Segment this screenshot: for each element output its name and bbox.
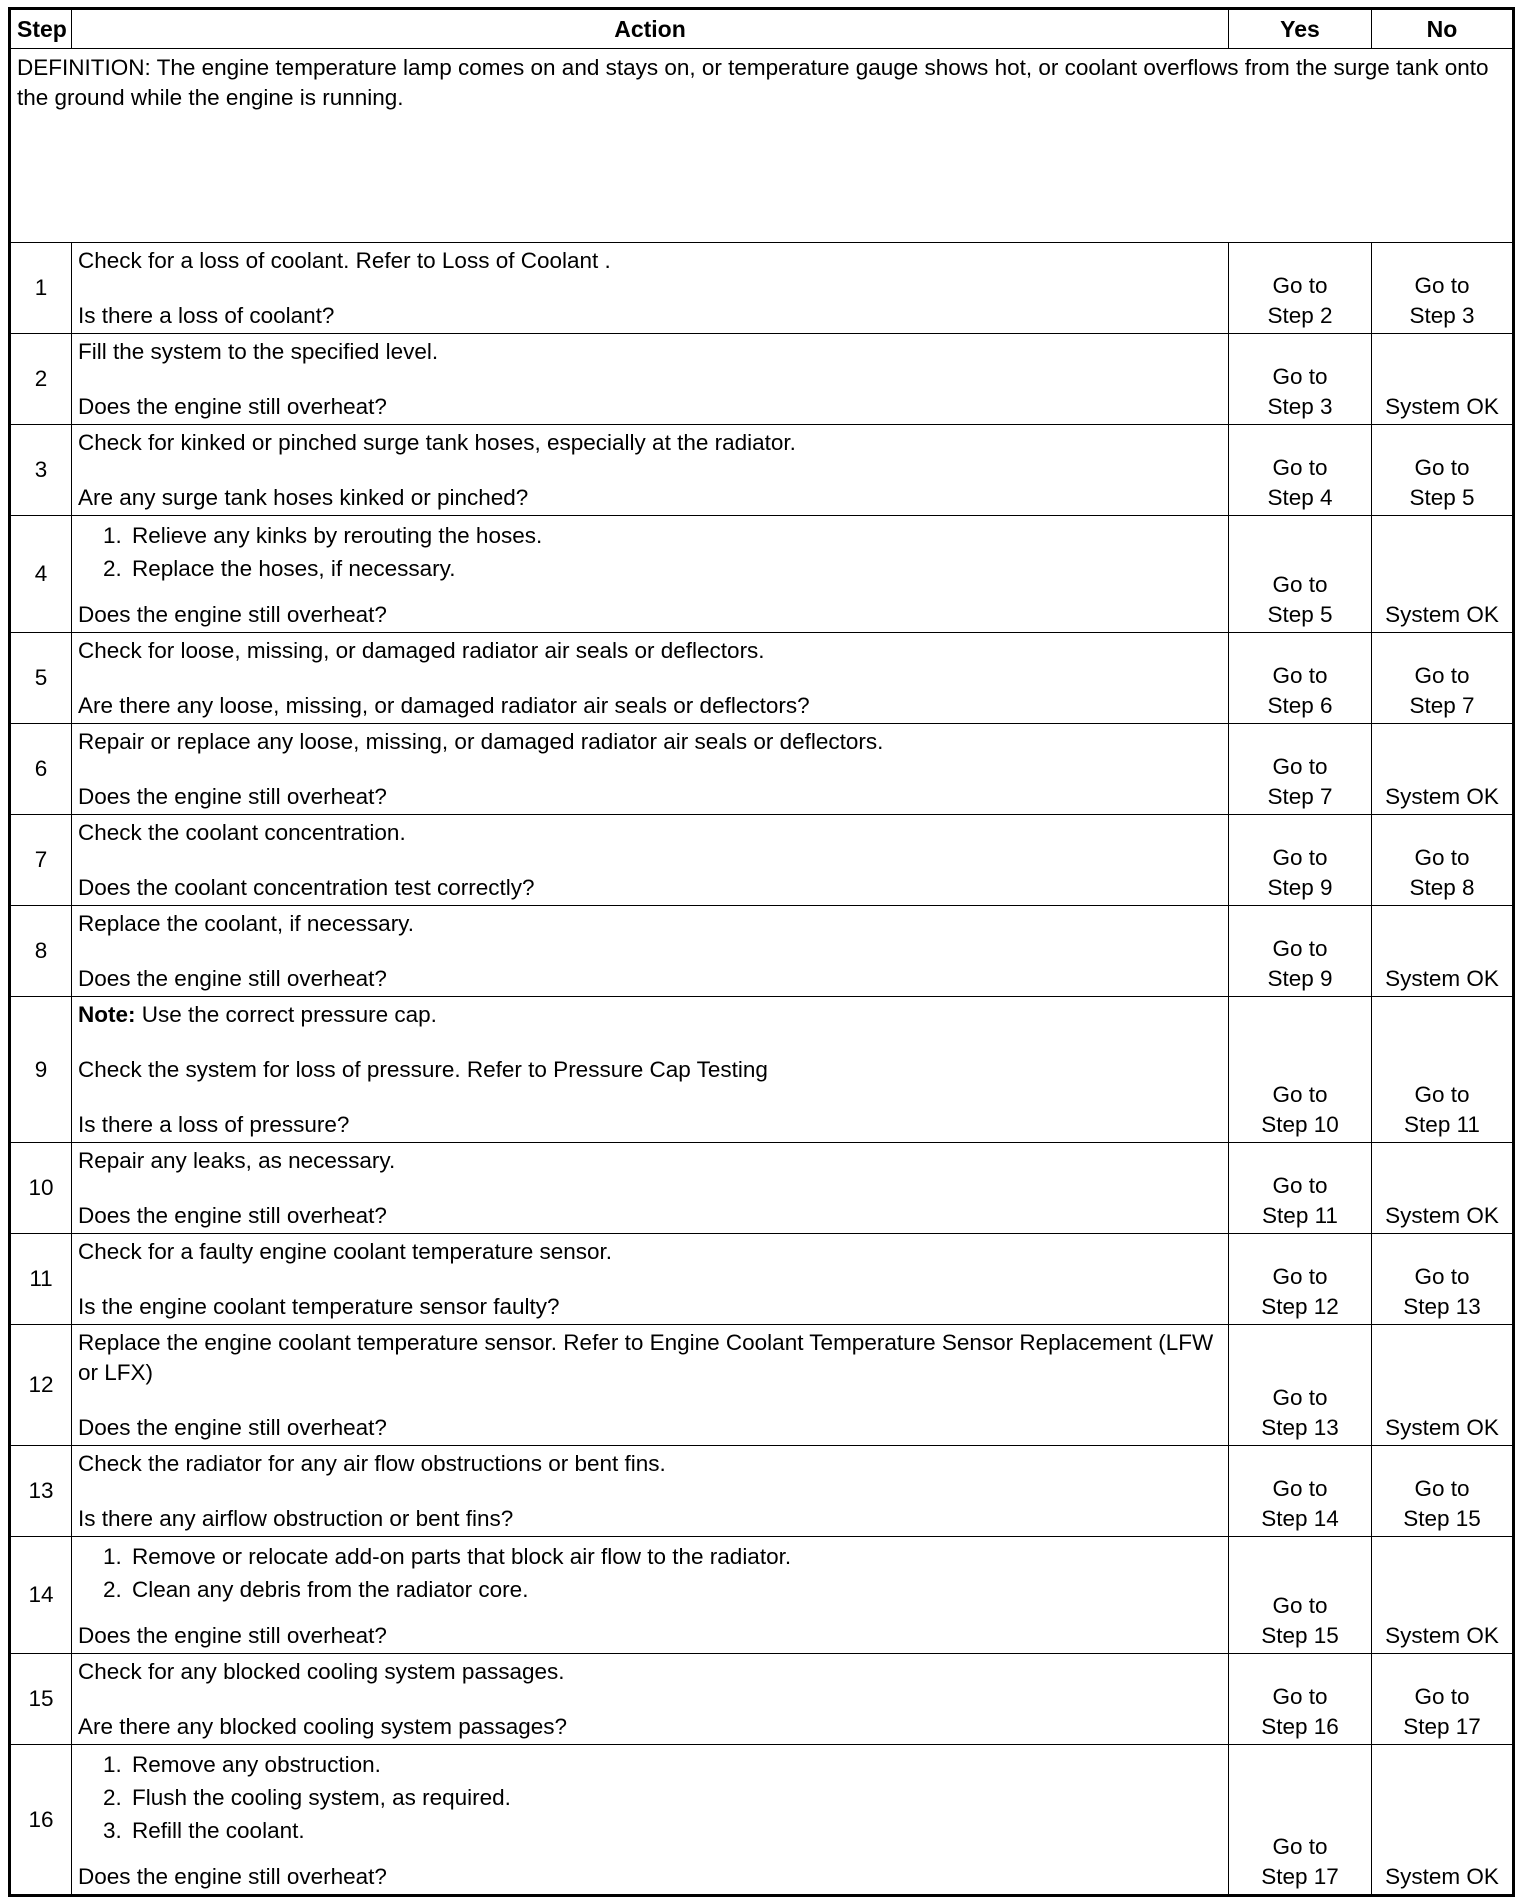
- action-text: Check for kinked or pinched surge tank hoses, especially at the radiator.: [78, 430, 796, 455]
- question-text: Is there a loss of pressure?: [78, 1112, 350, 1137]
- yes-result: Go to Step 3: [1229, 334, 1372, 425]
- no-result: System OK: [1372, 1537, 1514, 1654]
- yes-result: Go to Step 4: [1229, 425, 1372, 516]
- yes-result: Go to Step 10: [1229, 997, 1372, 1143]
- no-result: Go to Step 13: [1372, 1234, 1514, 1325]
- yes-result: Go to Step 11: [1229, 1143, 1372, 1234]
- step-action: [72, 906, 1229, 997]
- yes-result: Go to Step 2: [1229, 243, 1372, 334]
- definition-row: [10, 49, 1514, 243]
- step-row: [10, 1745, 1514, 1896]
- step-row: [10, 1143, 1514, 1234]
- step-number: 9: [10, 997, 72, 1143]
- yes-result: Go to Step 9: [1229, 815, 1372, 906]
- yes-result: Go to Step 14: [1229, 1446, 1372, 1537]
- no-result: Go to Step 15: [1372, 1446, 1514, 1537]
- action-list: [78, 519, 1222, 585]
- yes-result: Go to Step 13: [1229, 1325, 1372, 1446]
- no-result: System OK: [1372, 516, 1514, 633]
- step-number: 3: [10, 425, 72, 516]
- no-result: Go to Step 8: [1372, 815, 1514, 906]
- step-row: [10, 1446, 1514, 1537]
- step-row: [10, 1234, 1514, 1325]
- header-step: Step: [10, 9, 72, 49]
- action-list-item: 2. Flush the cooling system, as required.: [128, 1781, 1222, 1814]
- question-text: Does the engine still overheat?: [78, 1203, 387, 1228]
- note-text: Use the correct pressure cap.: [135, 1002, 437, 1027]
- step-number: 13: [10, 1446, 72, 1537]
- no-result: Go to Step 17: [1372, 1654, 1514, 1745]
- question-text: Does the engine still overheat?: [78, 966, 387, 991]
- step-row: [10, 1654, 1514, 1745]
- action-text: Check the system for loss of pressure. Refer to Pressure Cap Testing: [78, 1057, 768, 1082]
- action-list: [78, 1540, 1222, 1606]
- action-text: Repair or replace any loose, missing, or damaged radiator air seals or deflectors.: [78, 729, 884, 754]
- step-action: [72, 1325, 1229, 1446]
- step-number: 5: [10, 633, 72, 724]
- action-text: Check the radiator for any air flow obstructions or bent fins.: [78, 1451, 666, 1476]
- step-number: 10: [10, 1143, 72, 1234]
- step-row: [10, 334, 1514, 425]
- action-list: [78, 1748, 1222, 1847]
- no-result: System OK: [1372, 724, 1514, 815]
- no-result: Go to Step 7: [1372, 633, 1514, 724]
- step-row: [10, 906, 1514, 997]
- step-number: 11: [10, 1234, 72, 1325]
- yes-result: Go to Step 7: [1229, 724, 1372, 815]
- yes-result: Go to Step 5: [1229, 516, 1372, 633]
- step-action: [72, 334, 1229, 425]
- action-text: Repair any leaks, as necessary.: [78, 1148, 396, 1173]
- action-text: Fill the system to the specified level.: [78, 339, 439, 364]
- step-number: 7: [10, 815, 72, 906]
- action-list-item: 2. Clean any debris from the radiator core.: [128, 1573, 1222, 1606]
- header-row: [10, 9, 1514, 49]
- yes-result: Go to Step 6: [1229, 633, 1372, 724]
- yes-result: Go to Step 15: [1229, 1537, 1372, 1654]
- question-text: Are any surge tank hoses kinked or pinched?: [78, 485, 529, 510]
- no-result: System OK: [1372, 906, 1514, 997]
- action-text: Check for a faulty engine coolant temperature sensor.: [78, 1239, 613, 1264]
- step-row: [10, 425, 1514, 516]
- action-text: Check the coolant concentration.: [78, 820, 406, 845]
- question-text: Are there any loose, missing, or damaged radiator air seals or deflectors?: [78, 693, 810, 718]
- action-list-item: 1. Remove any obstruction.: [128, 1748, 1222, 1781]
- step-number: 15: [10, 1654, 72, 1745]
- step-number: 6: [10, 724, 72, 815]
- step-action: [72, 1745, 1229, 1896]
- no-result: System OK: [1372, 334, 1514, 425]
- step-action: [72, 1234, 1229, 1325]
- question-text: Does the engine still overheat?: [78, 1864, 387, 1889]
- step-action: [72, 243, 1229, 334]
- note-label: Note:: [78, 1002, 136, 1027]
- step-action: [72, 633, 1229, 724]
- question-text: Is there any airflow obstruction or bent fins?: [78, 1506, 514, 1531]
- step-number: 14: [10, 1537, 72, 1654]
- step-action: [72, 815, 1229, 906]
- step-action: [72, 724, 1229, 815]
- step-row: [10, 724, 1514, 815]
- step-number: 8: [10, 906, 72, 997]
- step-action: [72, 516, 1229, 633]
- question-text: Does the engine still overheat?: [78, 784, 387, 809]
- yes-result: Go to Step 17: [1229, 1745, 1372, 1896]
- step-row: [10, 243, 1514, 334]
- action-list-item: 2. Replace the hoses, if necessary.: [128, 552, 1222, 585]
- action-list-item: 1. Relieve any kinks by rerouting the hoses.: [128, 519, 1222, 552]
- header-no: No: [1372, 9, 1514, 49]
- question-text: Does the engine still overheat?: [78, 602, 387, 627]
- yes-result: Go to Step 9: [1229, 906, 1372, 997]
- step-row: [10, 633, 1514, 724]
- yes-result: Go to Step 16: [1229, 1654, 1372, 1745]
- step-row: [10, 815, 1514, 906]
- step-row: [10, 1325, 1514, 1446]
- question-text: Are there any blocked cooling system passages?: [78, 1714, 568, 1739]
- yes-result: Go to Step 12: [1229, 1234, 1372, 1325]
- no-result: Go to Step 5: [1372, 425, 1514, 516]
- step-note: [78, 1000, 1222, 1030]
- question-text: Does the engine still overheat?: [78, 1415, 387, 1440]
- action-text: Check for a loss of coolant. Refer to Loss of Coolant .: [78, 248, 611, 273]
- header-yes: Yes: [1229, 9, 1372, 49]
- step-action: [72, 1654, 1229, 1745]
- step-number: 2: [10, 334, 72, 425]
- action-text: Check for loose, missing, or damaged radiator air seals or deflectors.: [78, 638, 765, 663]
- step-action: [72, 1143, 1229, 1234]
- step-action: [72, 1446, 1229, 1537]
- no-result: Go to Step 11: [1372, 997, 1514, 1143]
- step-row: [10, 997, 1514, 1143]
- action-text: Replace the coolant, if necessary.: [78, 911, 415, 936]
- step-number: 12: [10, 1325, 72, 1446]
- question-text: Does the coolant concentration test correctly?: [78, 875, 535, 900]
- no-result: System OK: [1372, 1325, 1514, 1446]
- step-action: [72, 1537, 1229, 1654]
- question-text: Is the engine coolant temperature sensor faulty?: [78, 1294, 560, 1319]
- step-action: [72, 425, 1229, 516]
- question-text: Does the engine still overheat?: [78, 394, 387, 419]
- no-result: System OK: [1372, 1745, 1514, 1896]
- step-row: [10, 1537, 1514, 1654]
- step-row: [10, 516, 1514, 633]
- step-number: 1: [10, 243, 72, 334]
- action-list-item: 1. Remove or relocate add-on parts that block air flow to the radiator.: [128, 1540, 1222, 1573]
- action-text: Replace the engine coolant temperature sensor. Refer to Engine Coolant Temperature Sensor Replacement (LFW or LFX): [78, 1330, 1214, 1385]
- header-action: Action: [72, 9, 1229, 49]
- question-text: Does the engine still overheat?: [78, 1623, 387, 1648]
- step-number: 4: [10, 516, 72, 633]
- no-result: System OK: [1372, 1143, 1514, 1234]
- step-action: [72, 997, 1229, 1143]
- step-number: 16: [10, 1745, 72, 1896]
- action-text: Check for any blocked cooling system passages.: [78, 1659, 565, 1684]
- diagnostic-table: [8, 7, 1515, 1897]
- question-text: Is there a loss of coolant?: [78, 303, 335, 328]
- action-list-item: 3. Refill the coolant.: [128, 1814, 1222, 1847]
- definition-text: DEFINITION: The engine temperature lamp comes on and stays on, or temperature gauge shows hot, or coolant overflows from the surge tank onto the ground while the engine is running.: [10, 49, 1514, 243]
- no-result: Go to Step 3: [1372, 243, 1514, 334]
